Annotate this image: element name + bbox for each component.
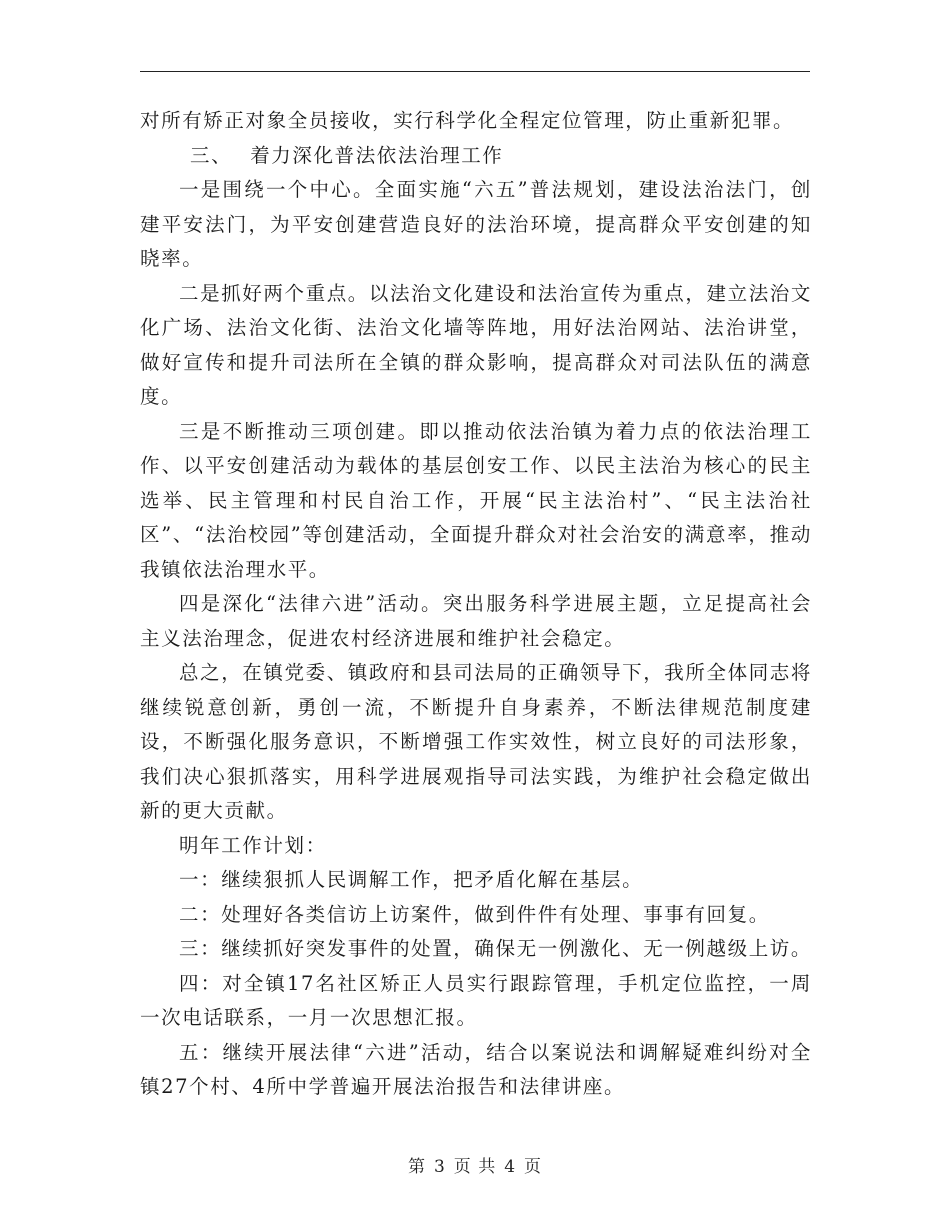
paragraph: 四是深化“法律六进”活动。突出服务科学进展主题，立足提高社会主义法治理念，促进农村经济进展和维护社会稳定。: [140, 592, 812, 650]
paragraph: 二是抓好两个重点。以法治文化建设和法治宣传为重点，建立法治文化广场、法治文化街、法治文化墙等阵地，用好法治网站、法治讲堂，做好宣传和提升司法所在全镇的群众影响，提高群众对司法队伍的满意度。: [140, 281, 813, 408]
header-rule: [140, 71, 810, 72]
footer-middle: 页 共: [453, 1157, 497, 1177]
paragraph: 总之，在镇党委、镇政府和县司法局的正确领导下，我所全体同志将继续锐意创新，勇创一流，不断提升自身素养，不断法律规范制度建设，不断强化服务意识，不断增强工作实效性，树立良好的司法形象，我们决心狠抓落实，用科学进展观指导司法实践，为维护社会稳定做出新的更大贡献。: [140, 661, 813, 822]
footer-prefix: 第: [407, 1157, 426, 1177]
section-heading-number: 三、: [190, 143, 233, 167]
paragraph-continuation: 对所有矫正对象全员接收，实行科学化全程定位管理，防止重新犯罪。: [140, 109, 795, 132]
footer-current-page: 3: [433, 1157, 446, 1177]
section-heading-text: 着力深化普法依法治理工作: [250, 143, 504, 167]
footer-suffix: 页: [524, 1157, 543, 1177]
plan-item: 五：继续开展法律“六进”活动，结合以案说法和调解疑难纠纷对全镇27个村、4所中学普遍开展法治报告和法律讲座。: [140, 1040, 812, 1098]
paragraph: 三是不断推动三项创建。即以推动依法治镇为着力点的依法治理工作、以平安创建活动为载体的基层创安工作、以民主法治为核心的民主选举、民主管理和村民自治工作，开展“民主法治村”、“民主法治社区”、“法治校园”等创建活动，全面提升群众对社会治安的满意率，推动我镇依法治理水平。: [140, 419, 812, 581]
section-heading: [140, 139, 812, 174]
plan-item: 二：处理好各类信访上访案件，做到件件有处理、事事有回复。: [179, 902, 770, 926]
paragraph: 一是围绕一个中心。全面实施“六五”普法规划，建设法治法门，创建平安法门，为平安创建营造良好的法治环境，提高群众平安创建的知晓率。: [140, 178, 812, 270]
page-footer: [0, 1152, 950, 1177]
plan-item: 一：继续狠抓人民调解工作，把矛盾化解在基层。: [179, 868, 644, 891]
plan-item: 三：继续抓好突发事件的处置，确保无一例激化、无一例越级上访。: [179, 937, 813, 960]
footer-total-pages: 4: [504, 1157, 517, 1177]
plan-item: 四：对全镇17名社区矫正人员实行跟踪管理，手机定位监控，一周一次电话联系，一月一次思想汇报。: [140, 971, 812, 1029]
document-body: [140, 104, 812, 1105]
plan-heading: 明年工作计划：: [179, 833, 327, 857]
